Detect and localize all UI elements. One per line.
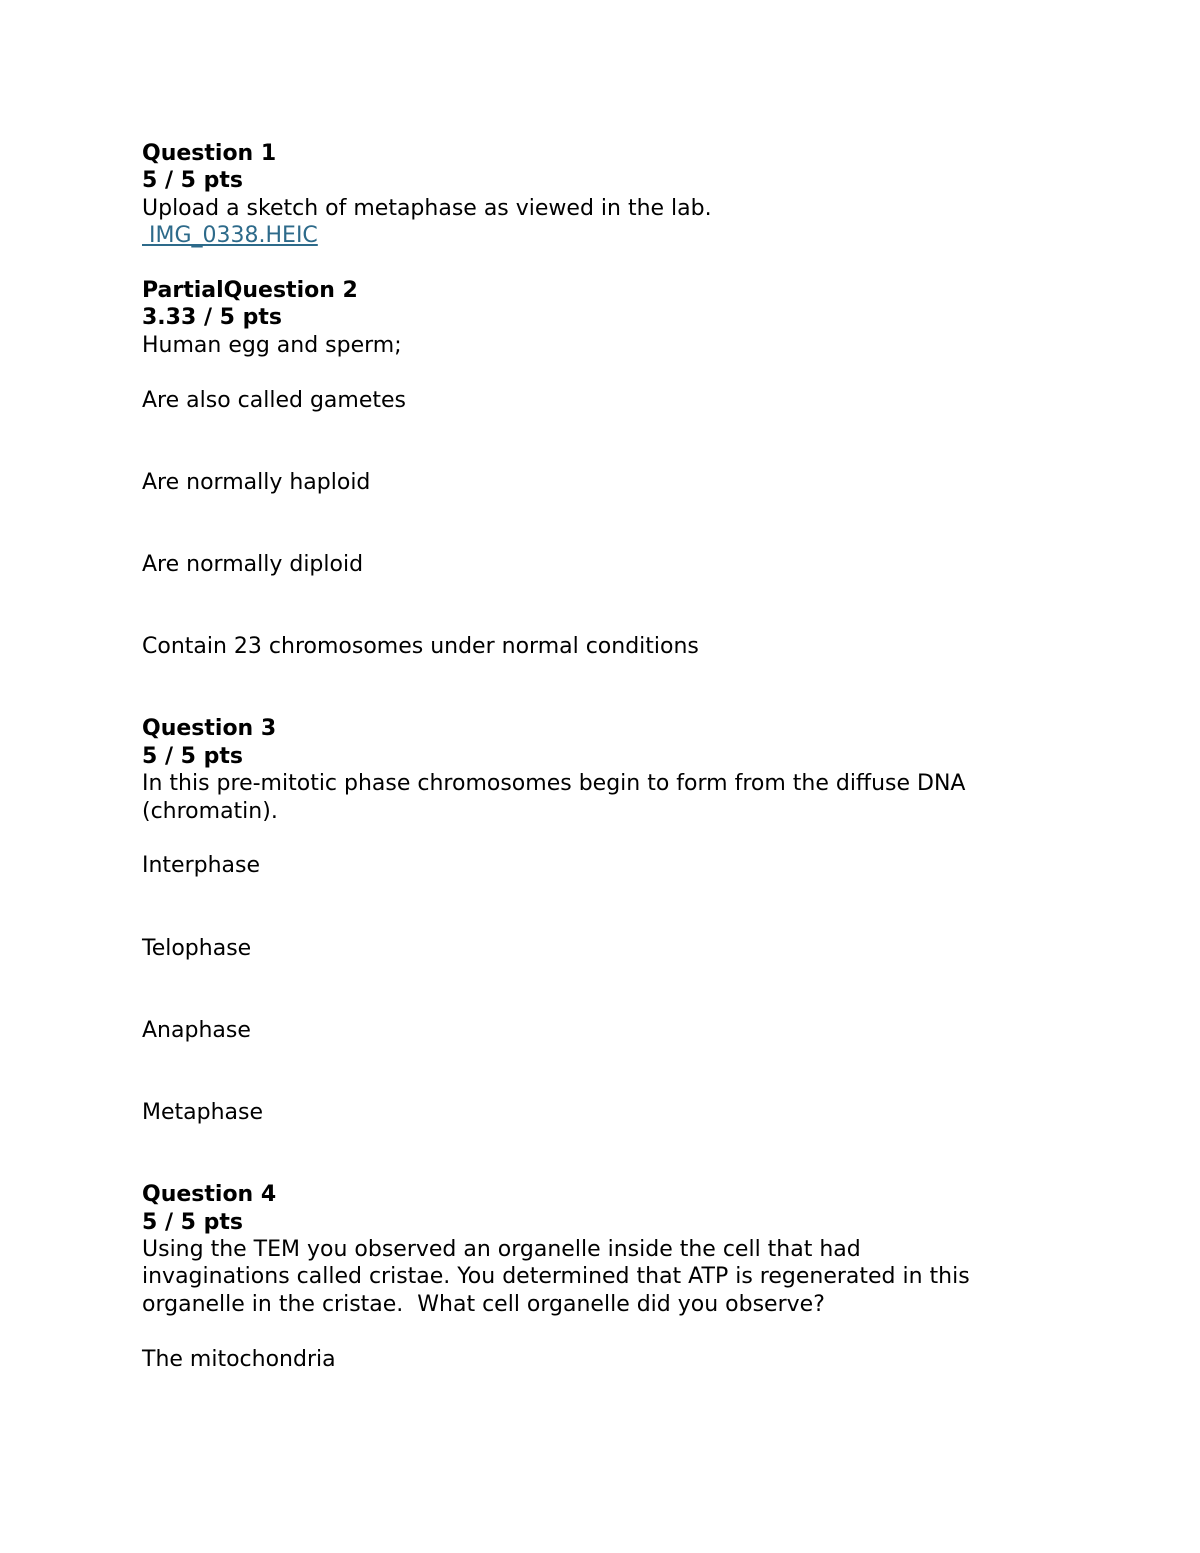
- question-title: Question 4: [142, 1182, 277, 1208]
- quiz-results-document: [142, 140, 1042, 1373]
- answer-option[interactable]: Are also called gametes: [142, 387, 406, 413]
- question-score: 5 / 5 pts: [142, 743, 243, 769]
- answer-option[interactable]: Are normally diploid: [142, 552, 364, 578]
- question-4: [142, 1181, 1042, 1373]
- question-title: Question 1: [142, 141, 277, 166]
- answer-option[interactable]: Telophase: [142, 935, 252, 961]
- question-prompt-line: In this pre-mitotic phase chromosomes begin to form from the diffuse DNA: [142, 771, 966, 797]
- question-prompt: Upload a sketch of metaphase as viewed in the lab.: [142, 195, 712, 221]
- answer-option[interactable]: Contain 23 chromosomes under normal conditions: [142, 634, 699, 660]
- answer-text: The mitochondria: [142, 1346, 336, 1372]
- question-prompt-line: Using the TEM you observed an organelle inside the cell that had: [142, 1237, 861, 1263]
- question-title: Question 3: [142, 716, 277, 742]
- question-score: 3.33 / 5 pts: [142, 305, 282, 331]
- answer-option[interactable]: Anaphase: [142, 1017, 251, 1043]
- question-1: [142, 140, 1042, 250]
- question-score: 5 / 5 pts: [142, 168, 243, 194]
- question-3: [142, 715, 1042, 1126]
- question-prompt: Human egg and sperm;: [142, 332, 402, 358]
- question-score: 5 / 5 pts: [142, 1209, 243, 1235]
- answer-option[interactable]: Interphase: [142, 853, 261, 879]
- question-prompt-line: (chromatin).: [142, 798, 278, 824]
- question-title: PartialQuestion 2: [142, 278, 358, 304]
- question-prompt-line: organelle in the cristae. What cell organelle did you observe?: [142, 1291, 825, 1317]
- question-2: [142, 277, 1042, 661]
- attachment-link[interactable]: IMG_0338.HEIC: [142, 223, 318, 249]
- answer-option[interactable]: Are normally haploid: [142, 469, 371, 495]
- answer-option[interactable]: Metaphase: [142, 1100, 264, 1126]
- question-prompt-line: invaginations called cristae. You determined that ATP is regenerated in this: [142, 1264, 970, 1290]
